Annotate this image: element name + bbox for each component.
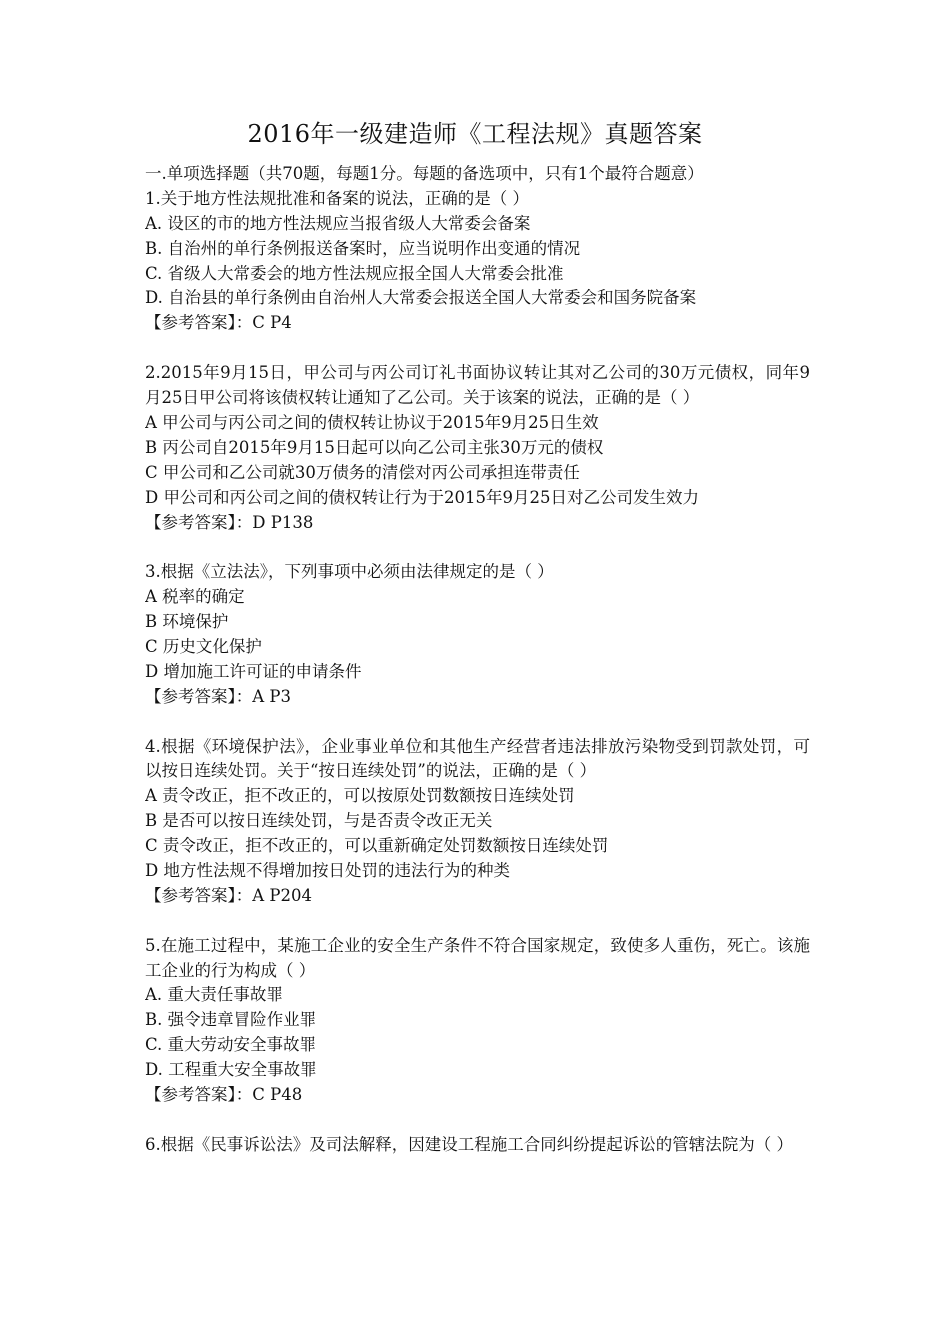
spacer <box>145 336 810 361</box>
question-stem: 6.根据《民事诉讼法》及司法解释，因建设工程施工合同纠纷提起诉讼的管辖法院为（ ） <box>145 1134 793 1154</box>
option-d: D. 工程重大安全事故罪 <box>145 1060 317 1080</box>
option-b: B. 强令违章冒险作业罪 <box>145 1010 317 1030</box>
option-c: C 责令改正，拒不改正的，可以重新确定处罚数额按日连续处罚 <box>145 836 609 856</box>
option-b: B. 自治州的单行条例报送备案时，应当说明作出变通的情况 <box>145 238 581 258</box>
spacer <box>145 909 810 934</box>
question-stem: 4.根据《环境保护法》，企业事业单位和其他生产经营者违法排放污染物受到罚款处罚，可以按日连续处罚。关于“按日连续处罚”的说法，正确的是（ ） <box>145 736 810 781</box>
reference-answer: 【参考答案】：C P4 <box>145 313 292 333</box>
question-block <box>145 187 810 336</box>
option-a: A 甲公司与丙公司之间的债权转让协议于2015年9月25日生效 <box>145 412 599 432</box>
option-a: A 税率的确定 <box>145 587 245 607</box>
option-b: B 环境保护 <box>145 612 229 632</box>
question-stem: 2.2015年9月15日，甲公司与丙公司订礼书面协议转让其对乙公司的30万元债权，同年9月25日甲公司将该债权转让通知了乙公司。关于该案的说法，正确的是（ ） <box>145 363 810 408</box>
option-c: C. 省级人大常委会的地方性法规应报全国人大常委会批准 <box>145 263 564 283</box>
reference-answer: 【参考答案】：D P138 <box>145 512 314 532</box>
spacer <box>145 1108 810 1133</box>
option-b: B 是否可以按日连续处罚，与是否责令改正无关 <box>145 811 493 831</box>
document-title: 2016年一级建造师《工程法规》真题答案 <box>247 120 703 148</box>
option-c: C 甲公司和乙公司就30万债务的清偿对丙公司承担连带责任 <box>145 462 580 482</box>
option-c: C 历史文化保护 <box>145 636 262 656</box>
reference-answer: 【参考答案】：A P3 <box>145 686 292 706</box>
option-a: A. 设区的市的地方性法规应当报省级人大常委会备案 <box>145 213 531 233</box>
option-d: D. 自治县的单行条例由自治州人大常委会报送全国人大常委会和国务院备案 <box>145 288 697 308</box>
question-block <box>145 560 810 709</box>
section-heading: 一.单项选择题（共70题，每题1分。每题的备选项中，只有1个最符合题意） <box>145 164 704 183</box>
question-block <box>145 1133 810 1158</box>
question-stem: 5.在施工过程中，某施工企业的安全生产条件不符合国家规定，致使多人重伤，死亡。该施工企业的行为构成（ ） <box>145 935 810 980</box>
reference-answer: 【参考答案】：C P48 <box>145 1085 303 1105</box>
spacer <box>145 535 810 560</box>
option-d: D 甲公司和丙公司之间的债权转让行为于2015年9月25日对乙公司发生效力 <box>145 487 699 507</box>
question-block <box>145 934 810 1108</box>
option-a: A 责令改正，拒不改正的，可以按原处罚数额按日连续处罚 <box>145 786 575 806</box>
option-d: D 增加施工许可证的申请条件 <box>145 661 362 681</box>
document-body <box>145 162 810 1158</box>
option-a: A. 重大责任事故罪 <box>145 985 283 1005</box>
question-stem: 3.根据《立法法》，下列事项中必须由法律规定的是（ ） <box>145 562 554 582</box>
spacer <box>145 710 810 735</box>
question-block <box>145 735 810 909</box>
option-b: B 丙公司自2015年9月15日起可以向乙公司主张30万元的债权 <box>145 437 604 457</box>
option-c: C. 重大劳动安全事故罪 <box>145 1035 317 1055</box>
question-block <box>145 361 810 535</box>
question-stem: 1.关于地方性法规批准和备案的说法，正确的是（ ） <box>145 188 529 208</box>
reference-answer: 【参考答案】：A P204 <box>145 885 313 905</box>
option-d: D 地方性法规不得增加按日处罚的违法行为的种类 <box>145 861 510 880</box>
